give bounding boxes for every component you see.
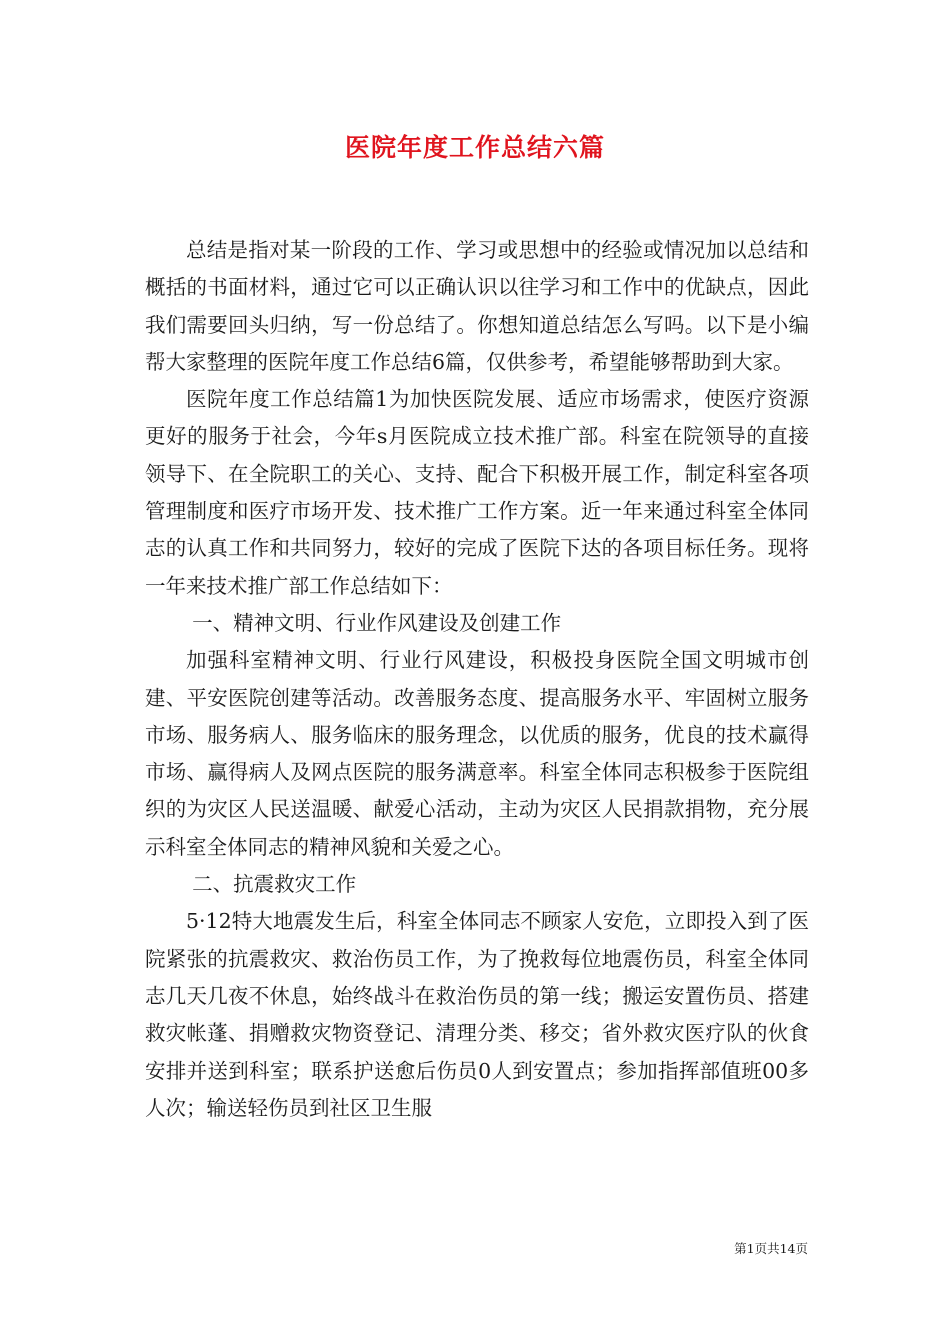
section-heading-earthquake: 二、抗震救灾工作	[192, 872, 357, 897]
intro-paragraph: 总结是指对某一阶段的工作、学习或思想中的经验或情况加以总结和概括的书面材料，通过它可以正确认识以往学习和工作中的优缺点，因此我们需要回头归纳，写一份总结了。你想知道总结怎么写吗。以下是小编帮大家整理的医院年度工作总结6篇，仅供参考，希望能够帮助到大家。	[145, 238, 809, 374]
page-number-footer: 第1页共14页	[734, 1241, 808, 1256]
section-heading-civilization: 一、精神文明、行业作风建设及创建工作	[192, 610, 562, 635]
document-title: 医院年度工作总结六篇	[344, 133, 605, 162]
civilization-paragraph: 加强科室精神文明、行业行风建设，积极投身医院全国文明城市创建、平安医院创建等活动。改善服务态度、提高服务水平、牢固树立服务市场、服务病人、服务临床的服务理念，以优质的服务，优良的技术赢得市场、赢得病人及网点医院的服务满意率。科室全体同志积极参于医院组织的为灾区人民送温暖、献爱心活动，主动为灾区人民捐款捐物，充分展示科室全体同志的精神风貌和关爱之心。	[145, 648, 809, 859]
earthquake-paragraph: 5·12特大地震发生后，科室全体同志不顾家人安危，立即投入到了医院紧张的抗震救灾、救治伤员工作，为了挽救每位地震伤员，科室全体同志几天几夜不休息，始终战斗在救治伤员的第一线；搬运安置伤员、搭建救灾帐蓬、捐赠救灾物资登记、清理分类、移交；省外救灾医疗队的伙食安排并送到科室；联系护送愈后伤员0人到安置点；参加指挥部值班00多人次；输送轻伤员到社区卫生服	[145, 909, 809, 1120]
section-1-paragraph: 医院年度工作总结篇1为加快医院发展、适应市场需求，使医疗资源更好的服务于社会，今年s月医院成立技术推广部。科室在院领导的直接领导下、在全院职工的关心、支持、配合下积极开展工作，制定科室各项管理制度和医疗市场开发、技术推广工作方案。近一年来通过科室全体同志的认真工作和共同努力，较好的完成了医院下达的各项目标任务。现将一年来技术推广部工作总结如下：	[145, 387, 809, 598]
document-body	[145, 232, 809, 1127]
